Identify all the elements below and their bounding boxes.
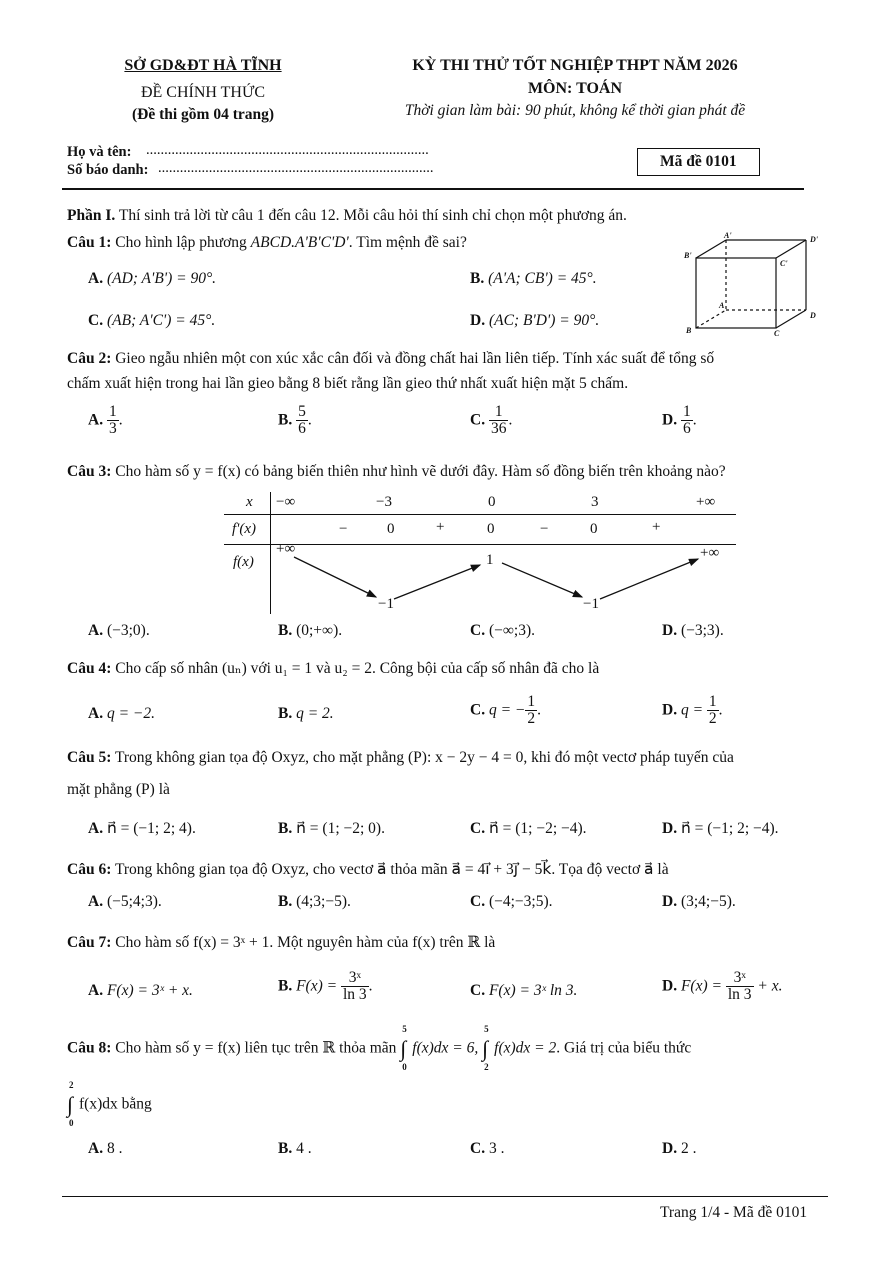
option-label: A. bbox=[88, 820, 104, 837]
numerator: 1 bbox=[489, 404, 509, 421]
option-label: A. bbox=[88, 982, 104, 999]
x-row-label: x bbox=[246, 494, 253, 510]
integral-upper: 2 bbox=[69, 1080, 74, 1090]
q4-label: Câu 4: bbox=[67, 660, 112, 677]
q8-option-b[interactable] bbox=[278, 1140, 312, 1158]
q7-option-c[interactable] bbox=[470, 982, 577, 1000]
q7-option-d[interactable] bbox=[662, 970, 783, 1004]
cube-vertex: B bbox=[686, 326, 692, 335]
q8-integrand: f(x)dx = 2 bbox=[494, 1039, 557, 1057]
x-value: +∞ bbox=[696, 494, 716, 510]
option-label: C. bbox=[470, 982, 486, 999]
option-label: B. bbox=[470, 270, 485, 287]
q6-option-a[interactable] bbox=[88, 893, 162, 911]
option-text: (−3;0). bbox=[106, 622, 150, 639]
option-text: q = 2. bbox=[296, 705, 334, 722]
option-label: A. bbox=[88, 705, 104, 722]
numerator: 3ˣ bbox=[726, 970, 754, 987]
option-text: F(x) = 3ˣ ln 3. bbox=[488, 982, 578, 999]
option-label: D. bbox=[662, 977, 678, 995]
option-text: F(x) = bbox=[680, 977, 726, 995]
option-text: (−∞;3). bbox=[488, 622, 535, 639]
time-note: Thời gian làm bài: 90 phút, không kể thời gian phát đề bbox=[404, 102, 746, 119]
q8-option-a[interactable] bbox=[88, 1140, 122, 1158]
q3-option-a[interactable] bbox=[88, 622, 150, 640]
q6-text: Trong không gian tọa độ Oxyz, cho vectơ a⃗ thỏa mãn a⃗ = 4i⃗ + 3j⃗ − 5k⃗. Tọa độ vectơ a⃗ là bbox=[114, 861, 669, 878]
fp-row-label: f'(x) bbox=[232, 521, 257, 537]
official-label: ĐỀ CHÍNH THỨC bbox=[140, 84, 266, 101]
denominator: 36 bbox=[490, 420, 507, 438]
q4-option-c[interactable]: C. q = − $\frac{1}{2}$ . bbox=[470, 693, 541, 728]
option-text: q = −2. bbox=[106, 705, 155, 722]
q6-stem bbox=[67, 860, 669, 879]
q7-option-a[interactable] bbox=[88, 982, 193, 1000]
x-value: 3 bbox=[591, 494, 599, 510]
integral-sign: 5 ∫ 2 bbox=[482, 1024, 489, 1072]
q2-option-c[interactable]: C. $\frac{1}{36}$ . bbox=[470, 403, 513, 438]
option-label: A. bbox=[88, 622, 104, 639]
q2-stem-line1 bbox=[67, 350, 714, 368]
q2-stem-line2: chấm xuất hiện trong hai lần gieo bằng 8 biết rằng lần gieo thứ nhất xuất hiện mặt 5 chấm. bbox=[67, 375, 629, 392]
q4-option-d[interactable]: D. q = $\frac{1}{2}$ . bbox=[662, 693, 723, 728]
option-label: D. bbox=[662, 893, 678, 910]
q1-math: ABCD.A'B'C'D' bbox=[250, 234, 349, 251]
q8-stem-line2 bbox=[67, 1080, 152, 1128]
q2-label: Câu 2: bbox=[67, 350, 112, 367]
cube-vertex: C' bbox=[780, 259, 788, 268]
option-text: (−4;−3;5). bbox=[488, 893, 553, 910]
q5-label: Câu 5: bbox=[67, 749, 112, 766]
numerator: 1 bbox=[708, 693, 717, 710]
q8-text: . Giá trị của biểu thức bbox=[556, 1039, 692, 1057]
q8-integrand: f(x)dx bằng bbox=[79, 1095, 152, 1113]
cube-vertex: B' bbox=[684, 251, 692, 260]
denominator: ln 3 bbox=[727, 986, 752, 1004]
q1-tail: . Tìm mệnh đề sai? bbox=[348, 234, 467, 251]
option-label: D. bbox=[662, 701, 678, 719]
numerator: 1 bbox=[682, 403, 691, 420]
q4-option-a[interactable] bbox=[88, 705, 155, 723]
q8-stem-line1 bbox=[67, 1024, 692, 1072]
q3-option-b[interactable] bbox=[278, 622, 342, 640]
option-label: D. bbox=[662, 622, 678, 639]
q5-text: Trong không gian tọa độ Oxyz, cho mặt phẳng (P): x − 2y − 4 = 0, khi đó một vectơ pháp tuyến của bbox=[114, 749, 734, 766]
option-text: 8 . bbox=[106, 1140, 123, 1157]
option-label: C. bbox=[470, 820, 486, 837]
variation-arrows bbox=[270, 545, 736, 615]
q1-option-b[interactable] bbox=[470, 270, 597, 288]
option-text: q = bbox=[680, 701, 707, 719]
q1-text: Cho hình lập phương bbox=[115, 234, 247, 251]
option-text: (−5;4;3). bbox=[106, 893, 162, 910]
option-label: B. bbox=[278, 411, 293, 429]
option-label: D. bbox=[470, 312, 486, 329]
integral-sign: 2 ∫ 0 bbox=[67, 1080, 74, 1128]
option-label: C. bbox=[470, 893, 486, 910]
option-text: . bbox=[368, 977, 373, 995]
part1-title: Phần I. bbox=[67, 207, 116, 224]
integral-lower: 0 bbox=[69, 1118, 74, 1128]
option-text: n⃗ = (−1; 2; −4). bbox=[680, 820, 779, 837]
name-field[interactable]: .............................................................................. bbox=[146, 142, 429, 158]
option-label: C. bbox=[470, 1140, 486, 1157]
option-label: C. bbox=[470, 411, 486, 429]
fp-sign: + bbox=[652, 519, 661, 535]
id-label: Số báo danh: bbox=[67, 162, 149, 178]
q6-option-c[interactable] bbox=[470, 893, 553, 911]
department-name: SỞ GD&ĐT HÀ TĨNH bbox=[124, 57, 282, 74]
option-label: D. bbox=[662, 411, 678, 429]
option-label: C. bbox=[470, 701, 486, 719]
q3-option-d[interactable] bbox=[662, 622, 724, 640]
cube-vertex: D bbox=[810, 311, 816, 320]
fp-zero: 0 bbox=[487, 521, 495, 537]
q4-stem bbox=[67, 659, 599, 678]
q4-text: Cho cấp số nhân (uₙ) với u₁ = 1 và u₂ = 2. Công bội của cấp số nhân đã cho là bbox=[115, 660, 600, 677]
fp-sign: − bbox=[339, 521, 348, 537]
option-text: (−3;3). bbox=[680, 622, 724, 639]
table-line bbox=[224, 514, 736, 515]
integral-upper: 5 bbox=[402, 1024, 407, 1034]
cube-figure bbox=[676, 230, 826, 342]
q1-option-a[interactable] bbox=[88, 270, 216, 288]
q7-text: Cho hàm số f(x) = 3ˣ + 1. Một nguyên hàm của f(x) trên ℝ là bbox=[115, 934, 496, 951]
option-label: C. bbox=[88, 312, 104, 329]
q7-stem bbox=[67, 933, 495, 952]
option-text: (AB; A'C') = 45°. bbox=[106, 312, 216, 329]
q3-option-c[interactable] bbox=[470, 622, 535, 640]
option-text: + x. bbox=[753, 977, 783, 995]
option-label: A. bbox=[88, 893, 104, 910]
option-text: F(x) = 3ˣ + x. bbox=[106, 982, 193, 999]
option-text: n⃗ = (1; −2; −4). bbox=[488, 820, 587, 837]
option-text: (4;3;−5). bbox=[296, 893, 351, 910]
q2-option-d[interactable]: D. $\frac{1}{6}$ . bbox=[662, 403, 697, 438]
integral-lower: 0 bbox=[402, 1062, 407, 1072]
q8-text: Cho hàm số y = f(x) liên tục trên ℝ thỏa mãn bbox=[115, 1039, 397, 1057]
option-text: (AD; A'B') = 90°. bbox=[106, 270, 217, 287]
q8-integrand: f(x)dx = 6, bbox=[412, 1039, 479, 1057]
q1-stem bbox=[67, 234, 467, 252]
option-label: B. bbox=[278, 1140, 293, 1157]
q5-stem-line1 bbox=[67, 749, 734, 767]
option-text: n⃗ = (−1; 2; 4). bbox=[106, 820, 196, 837]
f-value: 1 bbox=[486, 552, 494, 568]
exam-title: KỲ THI THỬ TỐT NGHIỆP THPT NĂM 2026 bbox=[412, 57, 738, 74]
denominator: 3 bbox=[108, 420, 117, 438]
q5-option-a[interactable] bbox=[88, 819, 196, 838]
part1-instruction bbox=[67, 207, 627, 225]
name-label: Họ và tên: bbox=[67, 144, 132, 160]
q3-text: Cho hàm số y = f(x) có bảng biến thiên như hình vẽ dưới đây. Hàm số đồng biến trên khoảng nào? bbox=[115, 463, 726, 480]
denominator: 6 bbox=[298, 420, 306, 438]
f-value: +∞ bbox=[700, 545, 720, 561]
cube-vertex: A' bbox=[724, 231, 732, 240]
q3-stem bbox=[67, 463, 726, 481]
option-text: (AC; B'D') = 90°. bbox=[488, 312, 600, 329]
cube-vertex: A bbox=[719, 301, 725, 310]
option-text: n⃗ = (1; −2; 0). bbox=[296, 820, 385, 837]
q8-option-c[interactable] bbox=[470, 1140, 504, 1158]
q7-option-b[interactable] bbox=[278, 970, 373, 1004]
option-text: 2 . bbox=[680, 1140, 697, 1157]
page-footer: Trang 1/4 - Mã đề 0101 bbox=[660, 1204, 808, 1221]
q4-option-b[interactable] bbox=[278, 705, 334, 723]
option-label: B. bbox=[278, 622, 293, 639]
denominator: ln 3 bbox=[342, 986, 367, 1004]
option-label: A. bbox=[88, 1140, 104, 1157]
part1-text: Thí sinh trả lời từ câu 1 đến câu 12. Mỗi câu hỏi thí sinh chỉ chọn một phương án. bbox=[115, 207, 627, 224]
f-value: −1 bbox=[583, 596, 599, 612]
fp-zero: 0 bbox=[387, 521, 395, 537]
numerator: 5 bbox=[298, 403, 306, 420]
x-value: 0 bbox=[488, 494, 496, 510]
cube-vertex: C bbox=[774, 329, 780, 338]
option-label: B. bbox=[278, 820, 293, 837]
option-text: 3 . bbox=[488, 1140, 505, 1157]
option-label: B. bbox=[278, 977, 293, 995]
fp-sign: + bbox=[436, 519, 445, 535]
fp-zero: 0 bbox=[590, 521, 598, 537]
option-text: q = − bbox=[488, 701, 526, 719]
q5-option-c[interactable] bbox=[470, 819, 587, 838]
integral-lower: 2 bbox=[484, 1062, 489, 1072]
option-text: F(x) = bbox=[296, 977, 341, 995]
option-label: B. bbox=[278, 893, 293, 910]
numerator: 1 bbox=[527, 693, 536, 710]
f-row-label: f(x) bbox=[233, 554, 254, 570]
q5-option-b[interactable] bbox=[278, 819, 385, 838]
integral-sign: 5 ∫ 0 bbox=[400, 1024, 407, 1072]
q2-text: Gieo ngẫu nhiên một con xúc xắc cân đối và đồng chất hai lần liên tiếp. Tính xác suất để tổng số bbox=[115, 350, 715, 367]
q5-stem-line2: mặt phẳng (P) là bbox=[67, 781, 170, 798]
q6-option-d[interactable] bbox=[662, 893, 736, 911]
f-value: −1 bbox=[378, 596, 394, 612]
numerator: 3ˣ bbox=[341, 970, 369, 987]
pages-note: (Đề thi gồm 04 trang) bbox=[131, 106, 275, 123]
q5-option-d[interactable] bbox=[662, 819, 779, 838]
q2-option-a[interactable]: A. $\frac{1}{3}$ . bbox=[88, 403, 123, 438]
option-label: D. bbox=[662, 1140, 678, 1157]
exam-code-box: Mã đề 0101 bbox=[637, 148, 760, 176]
q8-label: Câu 8: bbox=[67, 1039, 112, 1057]
q3-label: Câu 3: bbox=[67, 463, 112, 480]
numerator: 1 bbox=[108, 403, 117, 420]
option-text: (0;+∞). bbox=[296, 622, 343, 639]
subject: MÔN: TOÁN bbox=[527, 80, 623, 97]
cube-vertex: D' bbox=[810, 235, 818, 244]
option-label: C. bbox=[470, 622, 486, 639]
option-text: (A'A; CB') = 45°. bbox=[488, 270, 597, 287]
q6-label: Câu 6: bbox=[67, 861, 112, 878]
denominator: 2 bbox=[708, 710, 717, 728]
q8-option-d[interactable] bbox=[662, 1140, 696, 1158]
option-text: 4 . bbox=[296, 1140, 312, 1157]
q1-label: Câu 1: bbox=[67, 234, 112, 251]
option-label: A. bbox=[88, 270, 104, 287]
footer-divider bbox=[62, 1196, 828, 1197]
integral-upper: 5 bbox=[484, 1024, 489, 1034]
q6-option-b[interactable] bbox=[278, 893, 351, 911]
fp-sign: − bbox=[540, 521, 549, 537]
x-value: −∞ bbox=[276, 494, 296, 510]
option-label: A. bbox=[88, 411, 104, 429]
q1-option-c[interactable] bbox=[88, 312, 215, 330]
id-field[interactable]: ............................................................................ bbox=[158, 160, 434, 176]
x-value: −3 bbox=[376, 494, 392, 510]
q1-option-d[interactable] bbox=[470, 312, 599, 330]
header-divider bbox=[62, 188, 804, 190]
option-label: B. bbox=[278, 705, 293, 722]
q2-option-b[interactable]: B. $\frac{5}{6}$ . bbox=[278, 403, 312, 438]
denominator: 6 bbox=[682, 420, 691, 438]
option-label: D. bbox=[662, 820, 678, 837]
q7-label: Câu 7: bbox=[67, 934, 112, 951]
f-value: +∞ bbox=[276, 541, 296, 557]
option-text: (3;4;−5). bbox=[680, 893, 736, 910]
denominator: 2 bbox=[527, 710, 536, 728]
